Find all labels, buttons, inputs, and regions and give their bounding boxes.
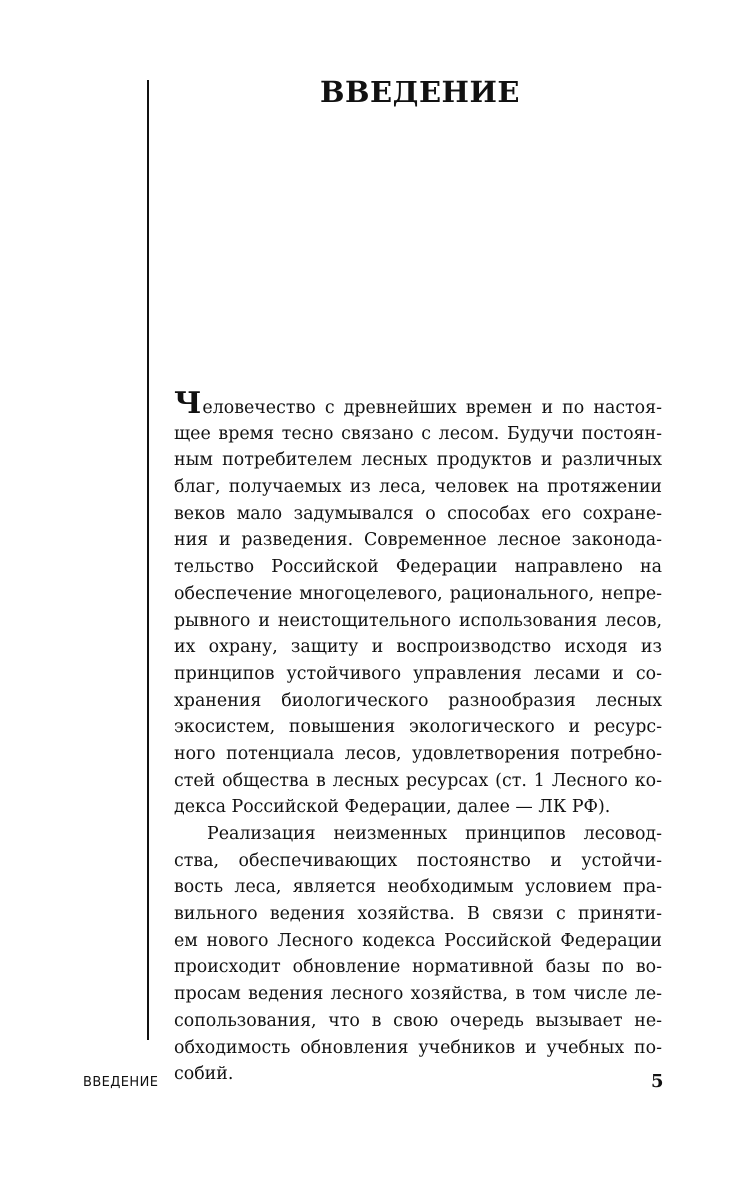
text-line: экосистем, повышения экологического и ресурс- <box>174 717 662 738</box>
text-line: вость леса, является необходимым условием пра- <box>174 877 662 898</box>
text-line: обеспечение многоцелевого, рационального, непре- <box>174 583 662 604</box>
chapter-title: ВВЕДЕНИЕ <box>320 75 520 109</box>
page-number: 5 <box>651 1071 664 1092</box>
text-line: просам ведения лесного хозяйства, в том числе ле- <box>174 984 662 1005</box>
text-line: декса Российской Федерации, далее — ЛК РФ). <box>174 797 611 818</box>
text-line: ства, обеспечивающих постоянство и устойчи- <box>174 850 662 871</box>
text-line: собий. <box>174 1064 234 1085</box>
text-line: стей общества в лесных ресурсах (ст. 1 Лесного ко- <box>174 770 662 791</box>
running-head: ВВЕДЕНИЕ <box>83 1075 159 1090</box>
text-line: щее время тесно связано с лесом. Будучи постоян- <box>174 423 662 444</box>
text-line: вильного ведения хозяйства. В связи с приняти- <box>174 904 662 925</box>
text-line: ным потребителем лесных продуктов и различных <box>174 450 662 471</box>
text-line: сопользования, что в свою очередь вызывает не- <box>174 1010 662 1031</box>
text-line: происходит обновление нормативной базы по во- <box>174 957 662 978</box>
text-line: хранения биологического разнообразия лесных <box>174 690 662 711</box>
text-line: обходимость обновления учебников и учебных по- <box>174 1037 662 1058</box>
text-line <box>174 386 662 421</box>
text-line: ем нового Лесного кодекса Российской Федерации <box>174 930 662 951</box>
text-line: ния и разведения. Современное лесное законода- <box>174 530 662 551</box>
vertical-rule <box>147 80 149 1040</box>
text-line: принципов устойчивого управления лесами и со- <box>174 663 662 684</box>
text-line: их охрану, защиту и воспроизводство исходя из <box>174 637 662 658</box>
text-line: ного потенциала лесов, удовлетворения потребно- <box>174 743 662 764</box>
text-line: веков мало задумывался о способах его сохране- <box>174 503 662 524</box>
drop-cap: Ч <box>174 386 202 421</box>
text-line: благ, получаемых из леса, человек на протяжении <box>174 477 662 498</box>
paragraph-1 <box>174 386 662 821</box>
first-line-text: еловечество с древнейших времен и по настоя- <box>202 398 662 418</box>
paragraph-2 <box>174 821 662 1088</box>
text-line: рывного и неистощительного использования лесов, <box>174 610 662 631</box>
text-line: тельство Российской Федерации направлено на <box>174 557 662 578</box>
body-text <box>174 386 662 1088</box>
text-line: Реализация неизменных принципов лесовод- <box>207 824 662 844</box>
